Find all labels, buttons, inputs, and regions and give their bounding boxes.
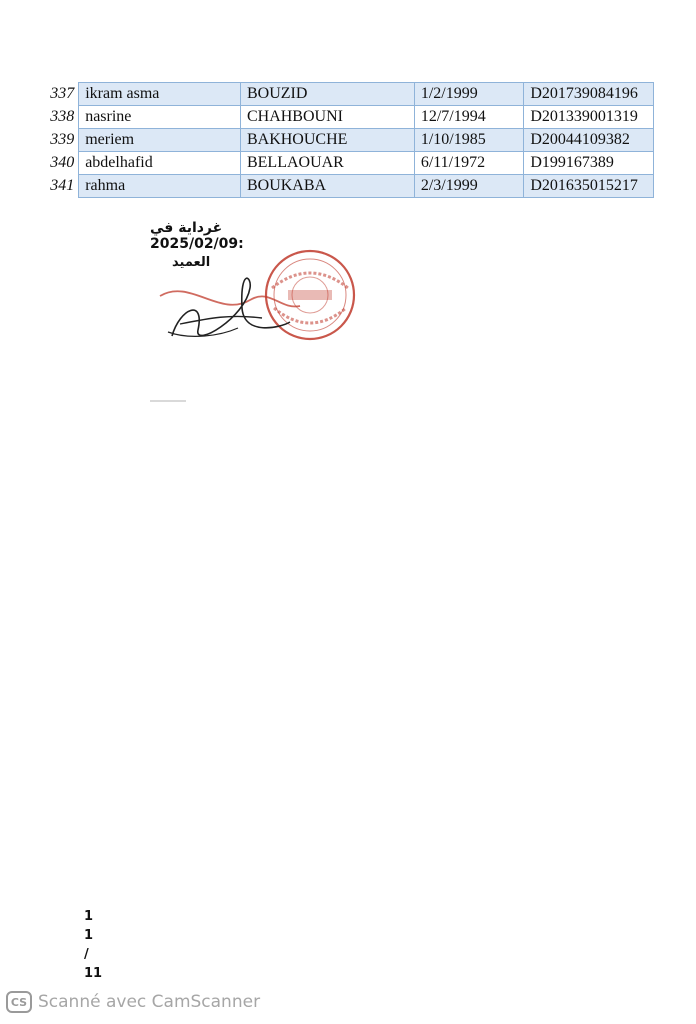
last-name-cell: BAKHOUCHE [240, 129, 414, 152]
dean-title: العميد [172, 255, 211, 270]
birth-date-cell: 2/3/1999 [414, 175, 524, 198]
camscanner-logo-icon: CS [6, 991, 32, 1013]
table-row [40, 106, 654, 129]
watermark-text: Scanné avec CamScanner [38, 992, 261, 1012]
table-row [40, 83, 654, 106]
row-number: 338 [40, 106, 79, 129]
first-name-cell: meriem [79, 129, 241, 152]
first-name-cell: abdelhafid [79, 152, 241, 175]
first-name-cell: rahma [79, 175, 241, 198]
records-table [40, 82, 654, 198]
page-number-total: 11 [84, 966, 103, 981]
last-name-cell: BELLAOUAR [240, 152, 414, 175]
first-name-cell: ikram asma [79, 83, 241, 106]
birth-date-cell: 6/11/1972 [414, 152, 524, 175]
camscanner-watermark [6, 989, 260, 1015]
table-row [40, 129, 654, 152]
last-name-cell: BOUZID [240, 83, 414, 106]
page-number [84, 907, 102, 983]
place-and-date: غرداية في :2025/02/09 [150, 220, 244, 252]
birth-date-cell: 12/7/1994 [414, 106, 524, 129]
last-name-cell: BOUKABA [240, 175, 414, 198]
page-number-digit: 1 [84, 928, 94, 943]
id-cell: D201635015217 [524, 175, 654, 198]
row-number: 339 [40, 129, 79, 152]
row-number: 337 [40, 83, 79, 106]
birth-date-cell: 1/2/1999 [414, 83, 524, 106]
records-table-container [40, 82, 654, 198]
birth-date-cell: 1/10/1985 [414, 129, 524, 152]
id-cell: D20044109382 [524, 129, 654, 152]
id-cell: D201739084196 [524, 83, 654, 106]
table-row [40, 175, 654, 198]
page-number-digit: 1 [84, 909, 94, 924]
id-cell: D201339001319 [524, 106, 654, 129]
table-row [40, 152, 654, 175]
row-number: 341 [40, 175, 79, 198]
scan-artifact [150, 400, 186, 402]
page-number-separator: / [84, 947, 89, 962]
id-cell: D199167389 [524, 152, 654, 175]
last-name-cell: CHAHBOUNI [240, 106, 414, 129]
first-name-cell: nasrine [79, 106, 241, 129]
row-number: 340 [40, 152, 79, 175]
